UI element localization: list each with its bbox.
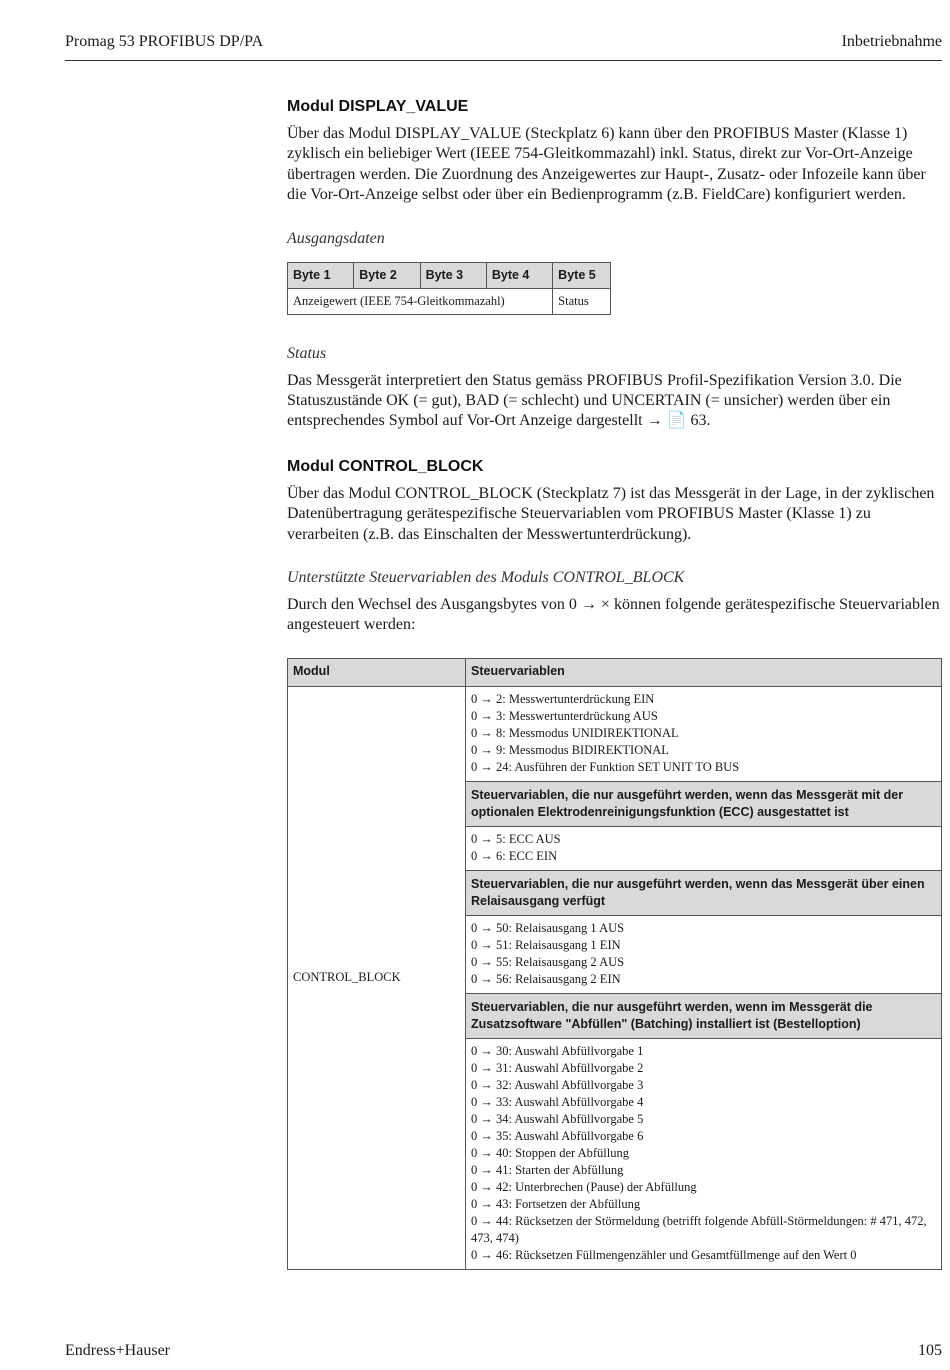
- column-header-steuervariablen: Steuervariablen: [466, 658, 942, 686]
- byte-header: Byte 3: [420, 262, 486, 288]
- table-row: [288, 686, 942, 781]
- list-item: 0 → 5: ECC AUS: [471, 831, 561, 846]
- subtitle-output-data: Ausgangsdaten: [287, 229, 385, 247]
- list-item: 0 → 3: Messwertunterdrückung AUS: [471, 708, 658, 723]
- section-title-display-value: Modul DISPLAY_VALUE: [287, 98, 469, 115]
- byte-header: Byte 2: [354, 262, 420, 288]
- byte-header: Byte 5: [553, 262, 611, 288]
- list-item: 0 → 9: Messmodus BIDIREKTIONAL: [471, 742, 669, 757]
- page-content: [287, 98, 942, 1270]
- list-item: 0 → 6: ECC EIN: [471, 848, 558, 863]
- list-item: 0 → 50: Relaisausgang 1 AUS: [471, 920, 625, 935]
- list-item: 0 → 8: Messmodus UNIDIREKTIONAL: [471, 725, 679, 740]
- list-item: 0 → 35: Auswahl Abfüllvorgabe 6: [471, 1128, 644, 1143]
- list-item: 0 → 2: Messwertunterdrückung EIN: [471, 691, 655, 706]
- list-item: 0 → 44: Rücksetzen der Störmeldung (betrifft folgende Abfüll-Störmeldungen: # 471, 472, 473, 474): [471, 1213, 927, 1245]
- list-item: 0 → 42: Unterbrechen (Pause) der Abfüllung: [471, 1179, 697, 1194]
- list-item: 0 → 41: Starten der Abfüllung: [471, 1162, 624, 1177]
- chapter-title: Inbetriebnahme: [841, 33, 942, 50]
- relay-condition-header: Steuervariablen, die nur ausgeführt werden, wenn das Messgerät über einen Relaisausgang verfügt: [466, 870, 942, 915]
- list-item: 0 → 43: Fortsetzen der Abfüllung: [471, 1196, 641, 1211]
- ecc-variables-list: [466, 826, 942, 870]
- status-cell: Status: [553, 288, 611, 314]
- section-title-control-block: Modul CONTROL_BLOCK: [287, 457, 484, 475]
- control-block-description: Über das Modul CONTROL_BLOCK (Steckplatz 7) ist das Messgerät in der Lage, in der zyklischen Datenübertragung gerätespezifische Steuervariablen vom PROFIBUS Master (Klasse 1) zu verarbeiten (z.B. das Einschalten der Messwertunterdrückung).: [287, 484, 935, 543]
- page-header: [65, 33, 942, 61]
- list-item: 0 → 31: Auswahl Abfüllvorgabe 2: [471, 1060, 644, 1075]
- list-item: 0 → 51: Relaisausgang 1 EIN: [471, 937, 621, 952]
- subtitle-control-variables: Unterstützte Steuervariablen des Moduls CONTROL_BLOCK: [287, 569, 685, 587]
- list-item: 0 → 46: Rücksetzen Füllmengenzähler und Gesamtfüllmenge auf den Wert 0: [471, 1247, 857, 1262]
- list-item: 0 → 55: Relaisausgang 2 AUS: [471, 954, 625, 969]
- list-item: 0 → 40: Stoppen der Abfüllung: [471, 1145, 629, 1160]
- document-title: Promag 53 PROFIBUS DP/PA: [65, 33, 264, 50]
- general-variables-list: [466, 686, 942, 781]
- table-header-row: [288, 658, 942, 686]
- list-item: 0 → 34: Auswahl Abfüllvorgabe 5: [471, 1111, 644, 1126]
- byte-header: Byte 4: [486, 262, 552, 288]
- page-number: 105: [918, 1342, 942, 1359]
- column-header-modul: Modul: [288, 658, 466, 686]
- batching-condition-header: Steuervariablen, die nur ausgeführt werden, wenn im Messgerät die Zusatzsoftware "Abfüllen" (Batching) installiert ist (Bestelloption): [466, 993, 942, 1038]
- display-value-cell: Anzeigewert (IEEE 754-Gleitkommazahl): [288, 288, 553, 314]
- table-header-row: [288, 262, 611, 288]
- subtitle-status: Status: [287, 344, 327, 362]
- ecc-condition-header: Steuervariablen, die nur ausgeführt werden, wenn das Messgerät mit der optionalen Elektrodenreinigungsfunktion (ECC) ausgestattet ist: [466, 781, 942, 826]
- list-item: 0 → 33: Auswahl Abfüllvorgabe 4: [471, 1094, 644, 1109]
- batching-variables-list: [466, 1038, 942, 1269]
- relay-variables-list: [466, 915, 942, 993]
- control-variables-intro: Durch den Wechsel des Ausgangsbytes von 0 → × können folgende gerätespezifische Steuervariablen angesteuert werden:: [287, 596, 940, 634]
- company-name: Endress+Hauser: [65, 1342, 170, 1359]
- list-item: 0 → 24: Ausführen der Funktion SET UNIT TO BUS: [471, 759, 740, 774]
- output-bytes-table: [287, 262, 611, 315]
- module-name-cell: CONTROL_BLOCK: [288, 686, 466, 1269]
- list-item: 0 → 32: Auswahl Abfüllvorgabe 3: [471, 1077, 644, 1092]
- display-value-description: Über das Modul DISPLAY_VALUE (Steckplatz 6) kann über den PROFIBUS Master (Klasse 1) zyklisch ein beliebiger Wert (IEEE 754-Gleitkommazahl) inkl. Status, direkt zur Vor-Ort-Anzeige übertragen werden. Die Zuordnung des Anzeigewertes zur Haupt-, Zusatz- oder Infozeile kann über die Vor-Ort-Anzeige selbst oder über ein Bedienprogramm (z.B. FieldCare) konfiguriert werden.: [287, 125, 926, 204]
- control-variables-table: [287, 658, 942, 1270]
- table-row: [288, 288, 611, 314]
- byte-header: Byte 1: [288, 262, 354, 288]
- list-item: 0 → 56: Relaisausgang 2 EIN: [471, 971, 621, 986]
- status-description: Das Messgerät interpretiert den Status gemäss PROFIBUS Profil-Spezifikation Version 3.0. Die Statuszustände OK (= gut), BAD (= schlecht) und UNCERTAIN (= unsicher) werden über ein entsprechendes Symbol auf Vor-Ort Anzeige dargestellt → 📄 63.: [287, 371, 902, 430]
- list-item: 0 → 30: Auswahl Abfüllvorgabe 1: [471, 1043, 644, 1058]
